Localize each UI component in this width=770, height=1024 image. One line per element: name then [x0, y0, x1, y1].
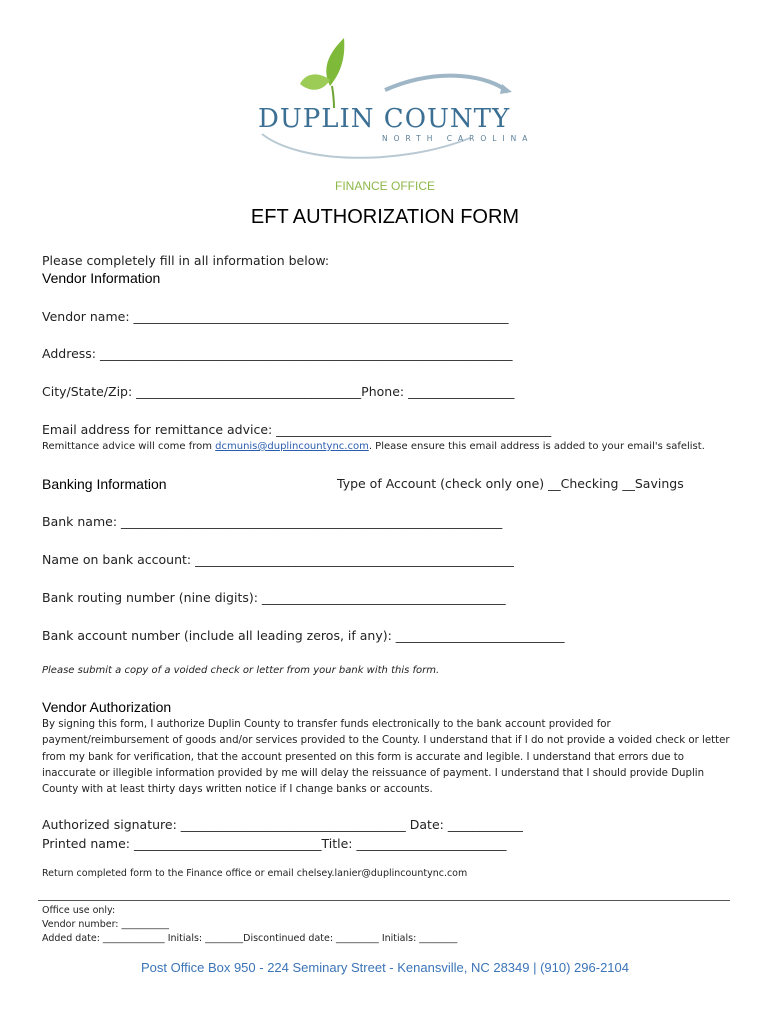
logo-subtitle: NORTH CAROLINA: [382, 134, 534, 143]
remittance-email-link[interactable]: dcmunis@duplincountync.com: [215, 441, 369, 452]
voided-check-note: Please submit a copy of a voided check or letter from your bank with this form.: [42, 665, 440, 676]
intro-text: Please completely fill in all information below:: [42, 253, 330, 268]
account-type-field[interactable]: Type of Account (check only one) __Checking __Savings: [337, 476, 684, 491]
divider: [38, 900, 730, 901]
finance-office-label: FINANCE OFFICE: [334, 179, 435, 193]
authorization-section-heading: Vendor Authorization: [42, 699, 172, 715]
email-field[interactable]: Email address for remittance advice: ____________________________________________: [42, 422, 552, 437]
return-instructions: Return completed form to the Finance office or email chelsey.lanier@duplincountync.com: [42, 868, 468, 879]
printed-name-title-field[interactable]: Printed name: ______________________________Title: ________________________: [42, 836, 507, 851]
office-use-heading: Office use only:: [42, 905, 116, 916]
office-use-dates: Added date: _____________ Initials: ________Discontinued date: _________ Initials: ________: [42, 933, 458, 944]
duplin-county-logo: [240, 28, 520, 168]
vendor-name-field[interactable]: Vendor name: ____________________________________________________________: [42, 309, 509, 324]
authorization-paragraph: By signing this form, I authorize Duplin County to transfer funds electronically to the bank account provided for payment/reimbursement of goods and/or services provided to the County. I understand that if I do not provide a voided check or letter from my bank for verification, that the account presented on this form is accurate and legible. I understand that errors due to inaccurate or illegible information provided by me will delay the reissuance of payment. I understand that I should provide Duplin County with at least thirty days written notice if I change banks or accounts.: [42, 719, 730, 796]
vendor-section-heading: Vendor Information: [42, 270, 161, 286]
city-state-zip-phone-field[interactable]: City/State/Zip: ____________________________________Phone: _________________: [42, 384, 515, 399]
account-number-field[interactable]: Bank account number (include all leading zeros, if any): ___________________________: [42, 628, 565, 643]
banking-section-heading: Banking Information: [42, 476, 167, 492]
name-on-account-field[interactable]: Name on bank account: ___________________________________________________: [42, 552, 514, 567]
office-use-vendor-number: Vendor number: __________: [42, 919, 170, 930]
signature-date-field[interactable]: Authorized signature: ____________________________________ Date: ____________: [42, 817, 523, 832]
page-title: EFT AUTHORIZATION FORM: [250, 206, 520, 228]
remittance-note: Remittance advice will come from dcmunis@duplincountync.com. Please ensure this email address is added to your email's safelist.: [42, 441, 705, 452]
logo-wordmark: DUPLIN COUNTY: [258, 104, 511, 134]
footer-address: Post Office Box 950 - 224 Seminary Street - Kenansville, NC 28349 | (910) 296-2104: [140, 960, 629, 975]
routing-number-field[interactable]: Bank routing number (nine digits): _______________________________________: [42, 590, 506, 605]
bank-name-field[interactable]: Bank name: _____________________________________________________________: [42, 514, 503, 529]
address-field[interactable]: Address: __________________________________________________________________: [42, 346, 513, 361]
